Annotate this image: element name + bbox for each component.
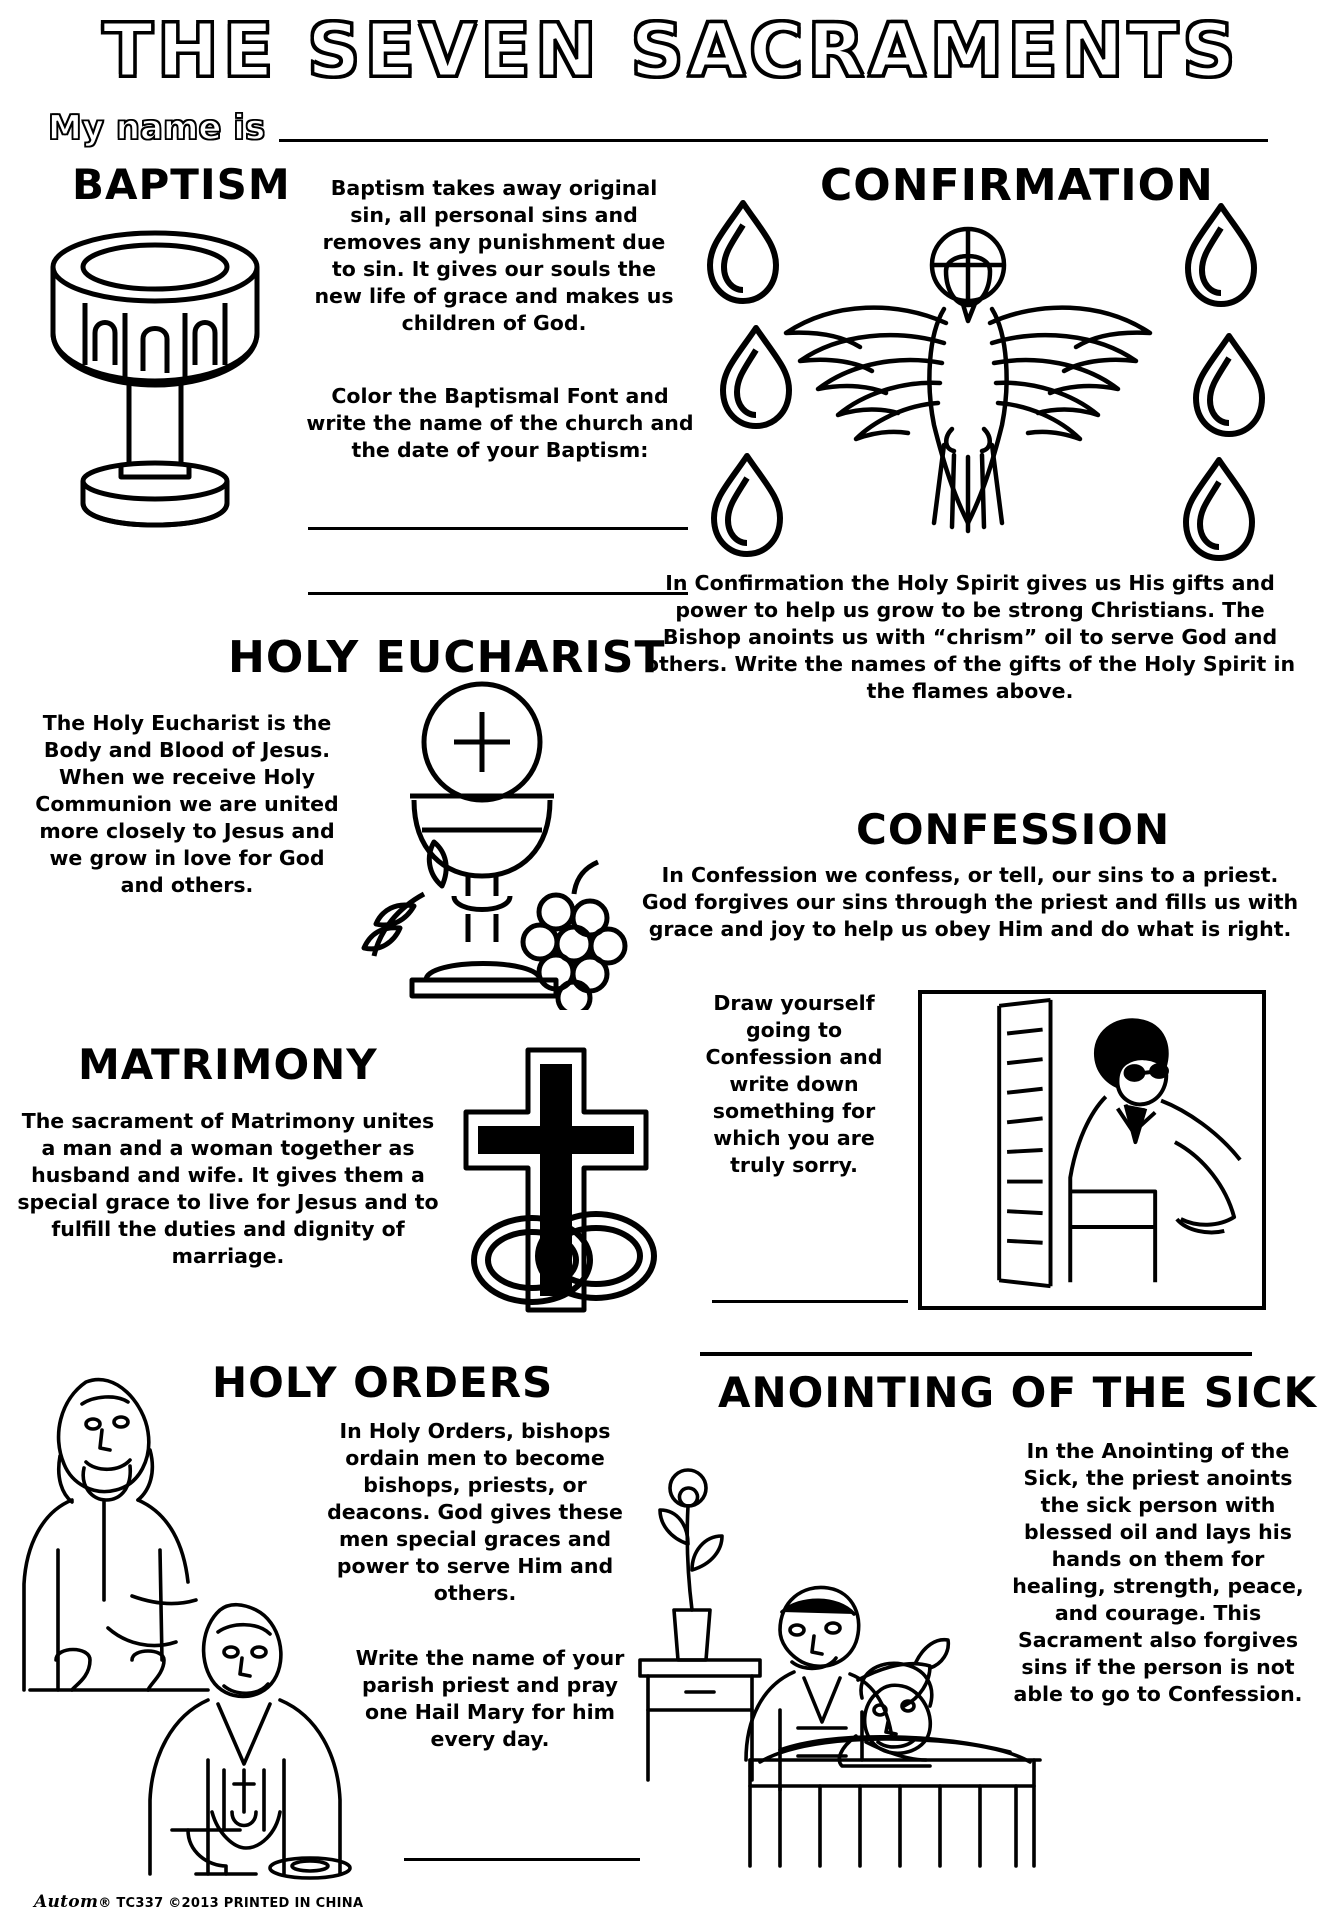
product-code: TC337 ©2013 PRINTED IN CHINA [116, 1896, 364, 1911]
cross-with-rings-icon [424, 1042, 686, 1342]
anointing-paragraph: In the Anointing of the Sick, the priest anoints the sick person with blessed oil and lays his hands on them for healing, strength, peace, and courage. This Sacrament also forgives sins if the person is not able to go to Confession. [1012, 1439, 1304, 1707]
flame-icon[interactable] [704, 448, 790, 560]
chalice-icon [350, 680, 640, 1010]
confession-paragraph: In Confession we confess, or tell, our sins to a priest. God forgives our sins through the priest and fills us with grace and joy to help us obey Him and do what is right. [641, 863, 1299, 942]
footer [34, 1892, 363, 1912]
matrimony-paragraph: The sacrament of Matrimony unites a man and a woman together as husband and wife. It gives them a special grace to live for Jesus and to fulfill the duties and dignity of marriage. [17, 1109, 439, 1269]
baptism-instruction: Color the Baptismal Font and write the name of the church and the date of your Baptism: [306, 384, 694, 463]
flame-icon[interactable] [1186, 328, 1272, 440]
dove-icon [748, 205, 1188, 555]
page-title: THE SEVEN SACRAMENTS [102, 8, 1240, 94]
section-divider [700, 1352, 1252, 1356]
flame-icon[interactable] [1176, 452, 1262, 564]
baptism-write-line-1[interactable] [308, 527, 688, 530]
eucharist-paragraph: The Holy Eucharist is the Body and Blood of Jesus. When we receive Holy Communion we are united more closely to Jesus and we grow in love for God and others. [35, 711, 339, 898]
matrimony-heading: MATRIMONY [78, 1040, 378, 1089]
confirmation-heading: CONFIRMATION [820, 160, 1214, 211]
baptismal-font-icon [25, 215, 285, 535]
name-row [48, 108, 1268, 148]
confirmation-paragraph: In Confirmation the Holy Spirit gives us His gifts and power to help us grow to be strong Christians. The Bishop anoints us with “chrism” oil to serve God and others. Write the names of the gifts of the Holy Spirit in the flames above. [644, 571, 1296, 704]
flame-icon[interactable] [713, 320, 799, 432]
holy-orders-paragraph: In Holy Orders, bishops ordain men to become bishops, priests, or deacons. God gives these men special graces and power to serve Him and others. [327, 1419, 623, 1606]
confession-instruction: Draw yourself going to Confession and write down something for which you are truly sorry. [705, 991, 883, 1178]
baptism-write-line-2[interactable] [308, 592, 688, 595]
holy-orders-instruction: Write the name of your parish priest and pray one Hail Mary for him every day. [355, 1646, 625, 1752]
eucharist-heading: HOLY EUCHARIST [228, 632, 666, 683]
flame-icon[interactable] [700, 195, 786, 307]
registered-mark: ® [98, 1896, 112, 1911]
anointing-scene-icon [630, 1460, 1060, 1900]
baptism-heading: BAPTISM [72, 160, 291, 209]
confession-heading: CONFESSION [856, 805, 1171, 854]
flame-icon[interactable] [1178, 198, 1264, 310]
name-input-line[interactable] [279, 139, 1268, 142]
holy-orders-heading: HOLY ORDERS [212, 1358, 554, 1407]
baptism-paragraph: Baptism takes away original sin, all personal sins and removes any punishment due to sin. It gives our souls the new life of grace and makes us children of God. [314, 176, 674, 336]
brand-name: Autom [34, 1892, 99, 1912]
name-label: My name is [48, 108, 266, 148]
anointing-heading: ANOINTING OF THE SICK [718, 1368, 1318, 1417]
confession-write-line[interactable] [712, 1300, 908, 1303]
confession-scene-icon [918, 990, 1266, 1310]
holy-orders-write-line[interactable] [404, 1858, 640, 1861]
